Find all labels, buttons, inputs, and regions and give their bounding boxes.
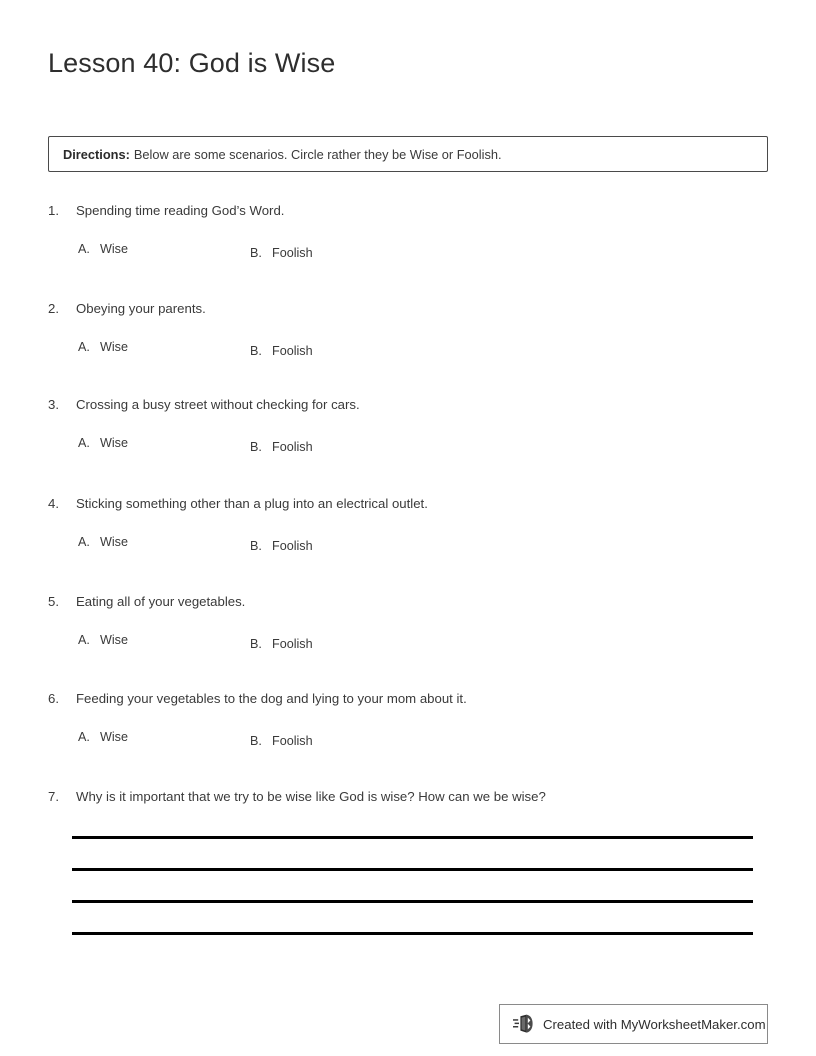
answer-options <box>48 730 778 756</box>
answer-option-wise[interactable] <box>78 436 128 450</box>
answer-option-letter: A. <box>78 633 90 647</box>
answer-option-letter: B. <box>250 539 262 553</box>
question-prompt-row <box>48 203 778 223</box>
answer-option-label: Foolish <box>272 734 313 748</box>
answer-option-label: Foolish <box>272 637 313 651</box>
worksheet-maker-logo-icon <box>513 1013 535 1035</box>
question-number: 1. <box>48 203 59 218</box>
page-title: Lesson 40: God is Wise <box>48 48 336 78</box>
question-prompt-row <box>48 789 778 809</box>
question-item <box>48 691 778 756</box>
question-number: 7. <box>48 789 59 804</box>
question-number: 3. <box>48 397 59 412</box>
question-prompt-row <box>48 301 778 321</box>
answer-option-foolish[interactable] <box>250 344 313 358</box>
question-text: Crossing a busy street without checking for cars. <box>76 397 360 412</box>
question-text: Obeying your parents. <box>76 301 206 316</box>
directions-text: Below are some scenarios. Circle rather they be Wise or Foolish. <box>133 146 502 162</box>
footer-attribution-badge[interactable] <box>499 1004 768 1044</box>
answer-option-letter: B. <box>250 637 262 651</box>
answer-option-letter: B. <box>250 344 262 358</box>
question-number: 2. <box>48 301 59 316</box>
answer-option-letter: A. <box>78 242 90 256</box>
answer-option-label: Wise <box>100 436 128 450</box>
answer-line[interactable] <box>72 900 753 903</box>
question-prompt-row <box>48 594 778 614</box>
question-item <box>48 789 778 809</box>
question-item <box>48 203 778 268</box>
answer-options <box>48 535 778 561</box>
question-text: Eating all of your vegetables. <box>76 594 246 609</box>
answer-option-letter: A. <box>78 340 90 354</box>
answer-option-letter: B. <box>250 734 262 748</box>
answer-line[interactable] <box>72 868 753 871</box>
question-prompt-row <box>48 691 778 711</box>
answer-option-label: Foolish <box>272 344 313 358</box>
answer-options <box>48 340 778 366</box>
answer-option-letter: A. <box>78 436 90 450</box>
question-prompt-row <box>48 496 778 516</box>
answer-line[interactable] <box>72 836 753 839</box>
question-number: 5. <box>48 594 59 609</box>
answer-option-wise[interactable] <box>78 633 128 647</box>
question-text: Feeding your vegetables to the dog and lying to your mom about it. <box>76 691 467 706</box>
answer-option-label: Foolish <box>272 440 313 454</box>
answer-option-label: Wise <box>100 730 128 744</box>
question-text: Why is it important that we try to be wise like God is wise? How can we be wise? <box>76 789 546 804</box>
question-item <box>48 496 778 561</box>
answer-option-foolish[interactable] <box>250 440 313 454</box>
answer-options <box>48 242 778 268</box>
answer-option-foolish[interactable] <box>250 734 313 748</box>
answer-option-foolish[interactable] <box>250 539 313 553</box>
directions-label: Directions: <box>63 146 130 162</box>
free-response-answer-lines <box>72 836 753 935</box>
answer-option-letter: A. <box>78 535 90 549</box>
answer-option-label: Wise <box>100 340 128 354</box>
answer-option-label: Foolish <box>272 539 313 553</box>
question-item <box>48 301 778 366</box>
footer-attribution-text: Created with MyWorksheetMaker.com <box>543 1016 766 1032</box>
answer-options <box>48 633 778 659</box>
answer-option-letter: A. <box>78 730 90 744</box>
answer-option-wise[interactable] <box>78 535 128 549</box>
answer-option-label: Foolish <box>272 246 313 260</box>
answer-option-wise[interactable] <box>78 730 128 744</box>
answer-option-foolish[interactable] <box>250 637 313 651</box>
question-number: 4. <box>48 496 59 511</box>
answer-option-label: Wise <box>100 242 128 256</box>
answer-options <box>48 436 778 462</box>
question-number: 6. <box>48 691 59 706</box>
question-text: Spending time reading God’s Word. <box>76 203 285 218</box>
answer-option-wise[interactable] <box>78 242 128 256</box>
answer-option-label: Wise <box>100 535 128 549</box>
question-prompt-row <box>48 397 778 417</box>
question-text: Sticking something other than a plug into an electrical outlet. <box>76 496 428 511</box>
answer-option-wise[interactable] <box>78 340 128 354</box>
answer-option-foolish[interactable] <box>250 246 313 260</box>
answer-option-letter: B. <box>250 246 262 260</box>
directions-box <box>48 136 768 172</box>
question-item <box>48 397 778 462</box>
question-item <box>48 594 778 659</box>
answer-option-label: Wise <box>100 633 128 647</box>
answer-option-letter: B. <box>250 440 262 454</box>
answer-line[interactable] <box>72 932 753 935</box>
